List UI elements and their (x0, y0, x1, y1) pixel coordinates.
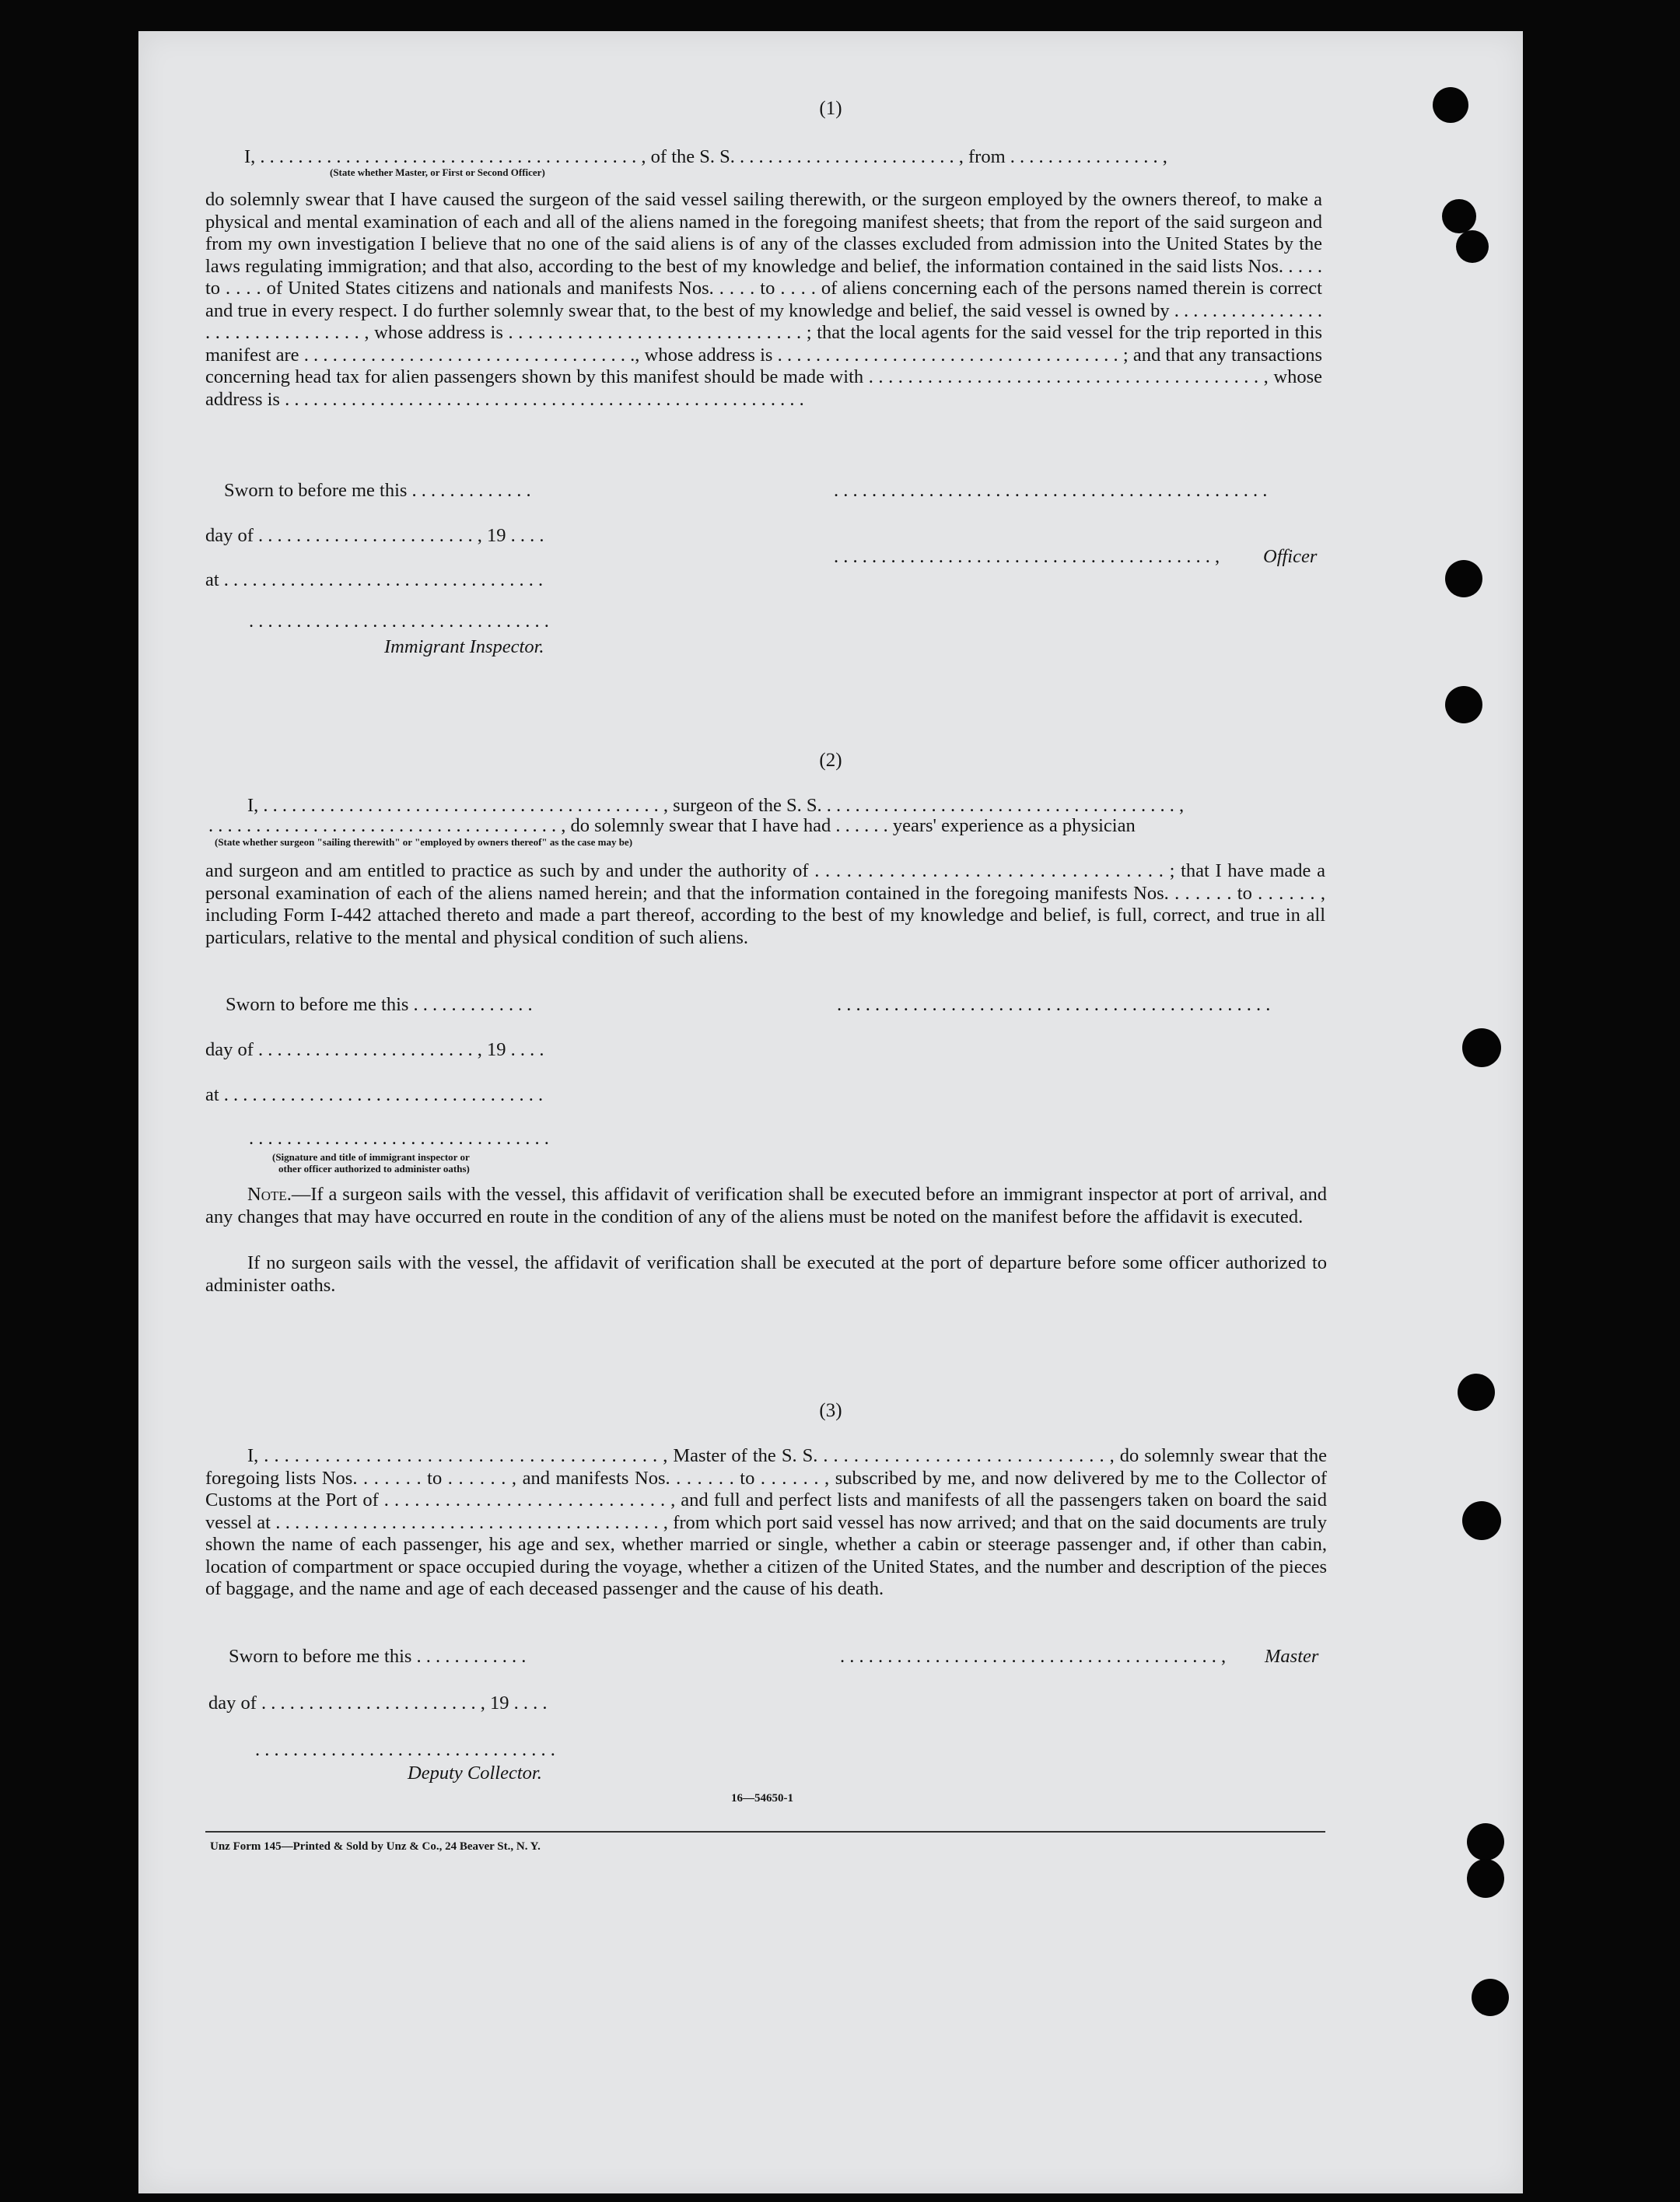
section-2-day-line: day of . . . . . . . . . . . . . . . . . . . . . . . , 19 . . . . (205, 1039, 544, 1060)
section-2-note-paragraph (205, 1184, 1327, 1228)
section-3-day-line: day of . . . . . . . . . . . . . . . . . . . . . . . , 19 . . . . (208, 1693, 548, 1714)
section-1-number: (1) (819, 98, 842, 119)
section-2-line-note: (State whether surgeon "sailing therewith" or "employed by owners thereof" as the case may be) (215, 836, 633, 848)
section-3-master-label: Master (1265, 1646, 1319, 1667)
section-2-second-line: . . . . . . . . . . . . . . . . . . . . . . . . . . . . . . . . . . . . . , do solemnly swear that I have had . . . . . . years' experience as a physician (208, 815, 1136, 836)
section-1-signature-line: . . . . . . . . . . . . . . . . . . . . . . . . . . . . . . . . . . . . . . . . . . . . . . (834, 480, 1268, 501)
section-1-sworn-line: Sworn to before me this . . . . . . . . . . . . . (224, 480, 531, 501)
footer-divider (205, 1831, 1325, 1833)
section-1-day-line: day of . . . . . . . . . . . . . . . . . . . . . . . , 19 . . . . (205, 525, 544, 546)
section-2-sworn-line: Sworn to before me this . . . . . . . . . . . . . (226, 994, 533, 1015)
section-3-master-line: . . . . . . . . . . . . . . . . . . . . . . . . . . . . . . . . . . . . . . . . , (840, 1646, 1227, 1667)
section-2-signature-line: . . . . . . . . . . . . . . . . . . . . . . . . . . . . . . . . . . . . . . . . . . . . . . (837, 994, 1271, 1015)
note-label: Note. (247, 1184, 292, 1205)
section-3-deputy-line: . . . . . . . . . . . . . . . . . . . . . . . . . . . . . . . . (255, 1739, 555, 1760)
section-2-oath-text: and surgeon and am entitled to practice as such by and under the authority of . . . . . . . . . . . . . . . . . . . . . . . . . . . . . . . . . ; that I have made a personal examination of each of the aliens named herein; and that the information contained in the foregoing manifests Nos. . . . . . . to . . . . . . , including Form I-442 attached thereto and made a part thereof, according to the best of my knowledge and belief, is full, correct, and true in all particulars, relative to the mental and physical condition of such aliens. (205, 860, 1325, 948)
section-1-officer-label: Officer (1263, 546, 1318, 567)
document-page (138, 31, 1523, 2193)
section-1-inspector-label: Immigrant Inspector. (384, 636, 544, 657)
section-2-at-line: at . . . . . . . . . . . . . . . . . . . . . . . . . . . . . . . . . . (205, 1084, 544, 1105)
section-2-inspector-note-1: (Signature and title of immigrant inspector or (272, 1151, 470, 1163)
section-3-sworn-line: Sworn to before me this . . . . . . . . . . . . (229, 1646, 527, 1667)
section-1-line-note: (State whether Master, or First or Second Officer) (330, 166, 545, 178)
section-1-oath-text: do solemnly swear that I have caused the surgeon of the said vessel sailing therewith, or the surgeon employed by the owners thereof, to make a physical and mental examination of each and all of the aliens named in the foregoing manifest sheets; that from the report of the said surgeon and from my own investigation I believe that no one of the said aliens is of any of the classes excluded from admission into the United States by the laws regulating immigration; and that also, according to the best of my knowledge and belief, the information contained in the said lists Nos. . . . . to . . . . of United States citizens and nationals and manifests Nos. . . . . to . . . . of aliens concerning each of the persons named therein is correct and true in every respect. I do further solemnly swear that, to the best of my knowledge and belief, the said vessel is owned by . . . . . . . . . . . . . . . . . . . . . . . . . . . . . . . . , whose address is . . . . . . . . . . . . . . . . . . . . . . . . . . . . . . ; that the local agents for the said vessel for the trip reported in this manifest are . . . . . . . . . . . . . . . . . . . . . . . . . . . . . . . . . . ., whose address is . . . . . . . . . . . . . . . . . . . . . . . . . . . . . . . . . . . . ; and that any transactions concerning head tax for alien passengers shown by this manifest should be made with . . . . . . . . . . . . . . . . . . . . . . . . . . . . . . . . . . . . . . . . , whose address is . . . . . . . . . . . . . . . . . . . . . . . . . . . . . . . . . . . . . . . . . . . . . . . . . . . . . . . (205, 189, 1322, 410)
note-text: —If a surgeon sails with the vessel, this affidavit of verification shall be executed before an immigrant inspector at port of arrival, and any changes that may have occurred en route in the condition of any of the aliens must be noted on the manifest before the affidavit is executed. (205, 1184, 1327, 1227)
section-2-inspector-note-2: other officer authorized to administer oaths) (278, 1163, 470, 1175)
section-3-deputy-label: Deputy Collector. (408, 1763, 542, 1784)
section-1-at-line: at . . . . . . . . . . . . . . . . . . . . . . . . . . . . . . . . . . (205, 569, 544, 590)
section-1-inspector-line: . . . . . . . . . . . . . . . . . . . . . . . . . . . . . . . . (249, 611, 549, 632)
section-1-first-line: I, . . . . . . . . . . . . . . . . . . . . . . . . . . . . . . . . . . . . . . . . , of the S. S. . . . . . . . . . . . . . . . . . . . . . . . , from . . . . . . . . . . . . . . . . , (244, 146, 1167, 167)
form-content (138, 31, 1523, 2193)
section-2-number: (2) (819, 750, 842, 771)
form-code: 16—54650-1 (731, 1792, 793, 1805)
section-2-inspector-line: . . . . . . . . . . . . . . . . . . . . . . . . . . . . . . . . (249, 1128, 549, 1149)
section-2-first-line: I, . . . . . . . . . . . . . . . . . . . . . . . . . . . . . . . . . . . . . . . . . . , surgeon of the S. S. . . . . . . . . . . . . . . . . . . . . . . . . . . . . . . . . . . . . . , (247, 795, 1185, 816)
printer-credit: Unz Form 145—Printed & Sold by Unz & Co., 24 Beaver St., N. Y. (210, 1840, 541, 1853)
section-2-second-note: If no surgeon sails with the vessel, the affidavit of verification shall be executed at the port of departure before some officer authorized to administer oaths. (205, 1252, 1327, 1296)
section-1-officer-line: . . . . . . . . . . . . . . . . . . . . . . . . . . . . . . . . . . . . . . . . , (834, 546, 1220, 567)
section-3-oath-text: I, . . . . . . . . . . . . . . . . . . . . . . . . . . . . . . . . . . . . . . . , Master of the S. S. . . . . . . . . . . . . . . . . . . . . . . . . . . . . , do solemnly swear that the foregoing lists Nos. . . . . . . to . . . . . . , and manifests Nos. . . . . . . to . . . . . . , subscribed by me, and now delivered by me to the Collector of Customs at the Port of . . . . . . . . . . . . . . . . . . . . . . . . . . . . , and full and perfect lists and manifests of all the passengers taken on board the said vessel at . . . . . . . . . . . . . . . . . . . . . . . . . . . . . . . . . . . . . . . . , from which port said vessel has now arrived; and that on the said documents are truly shown the name of each passenger, his age and sex, whether married or single, whether a cabin or steerage passenger and, if other than cabin, location of compartment or space occupied during the voyage, whether a citizen of the United States, and the number and description of the pieces of baggage, and the name and age of each deceased passenger and the cause of his death. (205, 1445, 1327, 1599)
section-3-number: (3) (819, 1400, 842, 1421)
